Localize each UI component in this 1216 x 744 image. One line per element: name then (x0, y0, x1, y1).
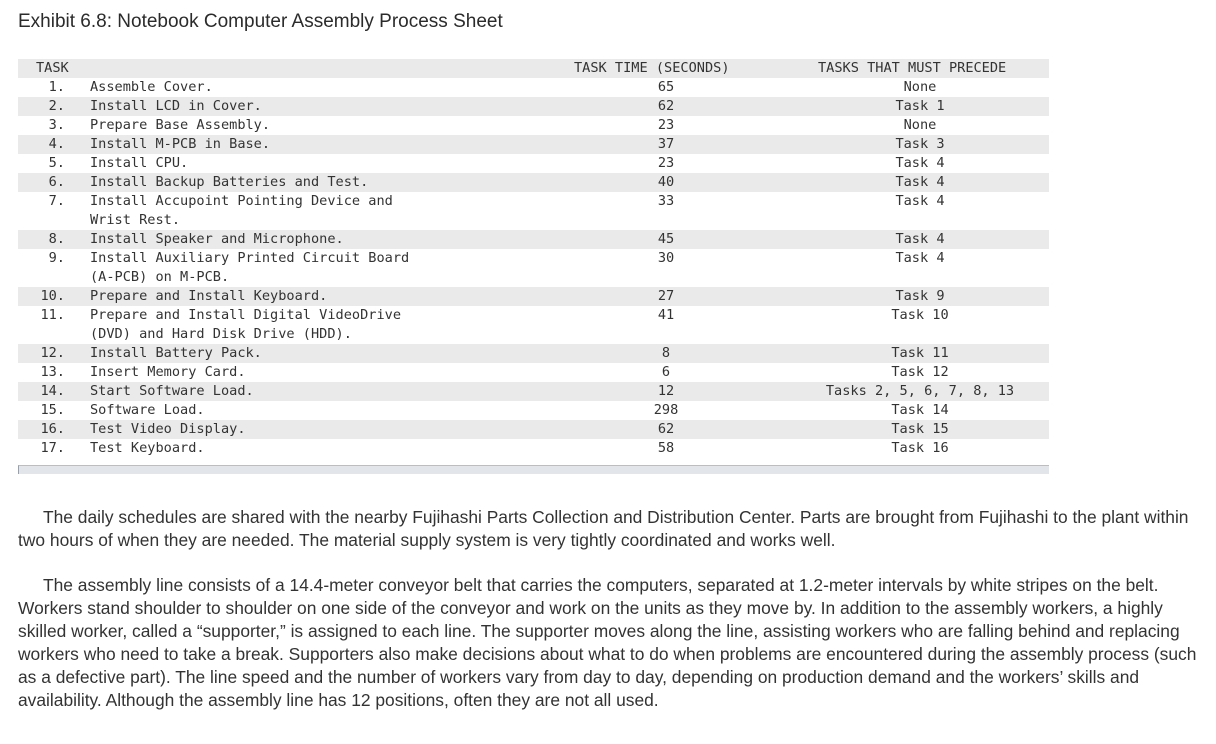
table-row (18, 287, 1049, 306)
task-description: Software Load. (90, 402, 205, 418)
task-number: 14. (40, 383, 65, 399)
task-time: 6 (661, 364, 671, 380)
task-time: 8 (661, 345, 671, 361)
header-task: TASK (36, 60, 69, 76)
task-number: 5. (48, 155, 65, 171)
table-row (18, 306, 1049, 344)
task-predecessors: Task 4 (895, 193, 945, 209)
task-description: Prepare and Install Digital VideoDrive (DVD) and Hard Disk Drive (HDD). (90, 307, 401, 342)
header-task-time: TASK TIME (SECONDS) (574, 60, 730, 76)
task-predecessors: Task 11 (891, 345, 949, 361)
exhibit-title: Exhibit 6.8: Notebook Computer Assembly Process Sheet (18, 11, 503, 32)
task-description: Install Backup Batteries and Test. (90, 174, 369, 190)
task-number: 16. (40, 421, 65, 437)
table-scrollbar[interactable] (18, 465, 1049, 474)
table-row (18, 116, 1049, 135)
task-time: 33 (657, 193, 675, 209)
task-predecessors: Task 16 (891, 440, 949, 456)
table-row (18, 382, 1049, 401)
task-number: 2. (48, 98, 65, 114)
task-description: Prepare and Install Keyboard. (90, 288, 328, 304)
task-predecessors: Task 3 (895, 136, 945, 152)
table-row (18, 154, 1049, 173)
task-description: Prepare Base Assembly. (90, 117, 271, 133)
task-predecessors: Task 15 (891, 421, 949, 437)
table-row (18, 439, 1049, 458)
task-description: Install Auxiliary Printed Circuit Board (A-PCB) on M-PCB. (90, 250, 410, 285)
task-time: 23 (657, 155, 675, 171)
table-row (18, 192, 1049, 230)
table-row (18, 78, 1049, 97)
task-time: 30 (657, 250, 675, 266)
task-number: 11. (40, 307, 65, 323)
task-time: 23 (657, 117, 675, 133)
task-predecessors: Task 14 (891, 402, 949, 418)
task-description: Install CPU. (90, 155, 189, 171)
task-number: 8. (48, 231, 65, 247)
task-predecessors: Task 9 (895, 288, 945, 304)
table-row (18, 401, 1049, 420)
table-body (18, 78, 1049, 458)
task-time: 12 (657, 383, 675, 399)
task-predecessors: Task 4 (895, 250, 945, 266)
task-predecessors: Task 4 (895, 231, 945, 247)
task-number: 12. (40, 345, 65, 361)
task-predecessors: None (903, 117, 937, 133)
table-row (18, 97, 1049, 116)
table-header (18, 59, 1049, 78)
task-number: 3. (48, 117, 65, 133)
task-description: Insert Memory Card. (90, 364, 246, 380)
table-row (18, 230, 1049, 249)
task-time: 298 (653, 402, 679, 418)
task-description: Install Accupoint Pointing Device and Wrist Rest. (90, 193, 393, 228)
task-predecessors: Task 10 (891, 307, 949, 323)
table-row (18, 135, 1049, 154)
table-row (18, 420, 1049, 439)
table-row (18, 363, 1049, 382)
task-description: Start Software Load. (90, 383, 254, 399)
task-predecessors: Tasks 2, 5, 6, 7, 8, 13 (825, 383, 1015, 399)
task-time: 40 (657, 174, 675, 190)
task-time: 62 (657, 421, 675, 437)
task-description: Assemble Cover. (90, 79, 213, 95)
process-sheet-table (18, 59, 1049, 458)
task-time: 65 (657, 79, 675, 95)
table-row (18, 249, 1049, 287)
task-description: Install M-PCB in Base. (90, 136, 271, 152)
task-time: 58 (657, 440, 675, 456)
task-predecessors: Task 4 (895, 174, 945, 190)
task-number: 17. (40, 440, 65, 456)
task-predecessors: Task 4 (895, 155, 945, 171)
task-time: 62 (657, 98, 675, 114)
table-row (18, 344, 1049, 363)
task-description: Install Battery Pack. (90, 345, 262, 361)
task-number: 13. (40, 364, 65, 380)
task-time: 45 (657, 231, 675, 247)
task-number: 9. (48, 250, 65, 266)
task-description: Install LCD in Cover. (90, 98, 262, 114)
task-predecessors: Task 1 (895, 98, 945, 114)
task-number: 7. (48, 193, 65, 209)
task-number: 4. (48, 136, 65, 152)
task-predecessors: Task 12 (891, 364, 949, 380)
task-number: 10. (40, 288, 65, 304)
task-time: 27 (657, 288, 675, 304)
task-predecessors: None (903, 79, 937, 95)
task-number: 15. (40, 402, 65, 418)
task-description: Test Keyboard. (90, 440, 205, 456)
table-row (18, 173, 1049, 192)
task-number: 6. (48, 174, 65, 190)
paragraph-1: The daily schedules are shared with the nearby Fujihashi Parts Collection and Distribution Center. Parts are brought from Fujihashi to the plant within two hours of when they are needed. The material supply system is very tightly coordinated and works well. (18, 507, 1189, 550)
task-description: Install Speaker and Microphone. (90, 231, 344, 247)
paragraph-2: The assembly line consists of a 14.4-meter conveyor belt that carries the computers, separated at 1.2-meter intervals by white stripes on the belt. Workers stand shoulder to shoulder on one side of the conveyor and work on the units as they move by. In addition to the assembly workers, a highly skilled worker, called a “supporter,” is assigned to each line. The supporter moves along the line, assisting workers who are falling behind and replacing workers who need to take a break. Supporters also make decisions about what to do when problems are encountered during the assembly process (such as a defective part). The line speed and the number of workers vary from day to day, depending on production demand and the workers’ skills and availability. Although the assembly line has 12 positions, often they are not all used. (18, 575, 1197, 710)
task-time: 41 (657, 307, 675, 323)
task-description: Test Video Display. (90, 421, 246, 437)
header-precede: TASKS THAT MUST PRECEDE (818, 60, 1007, 76)
task-time: 37 (657, 136, 675, 152)
task-number: 1. (48, 79, 65, 95)
